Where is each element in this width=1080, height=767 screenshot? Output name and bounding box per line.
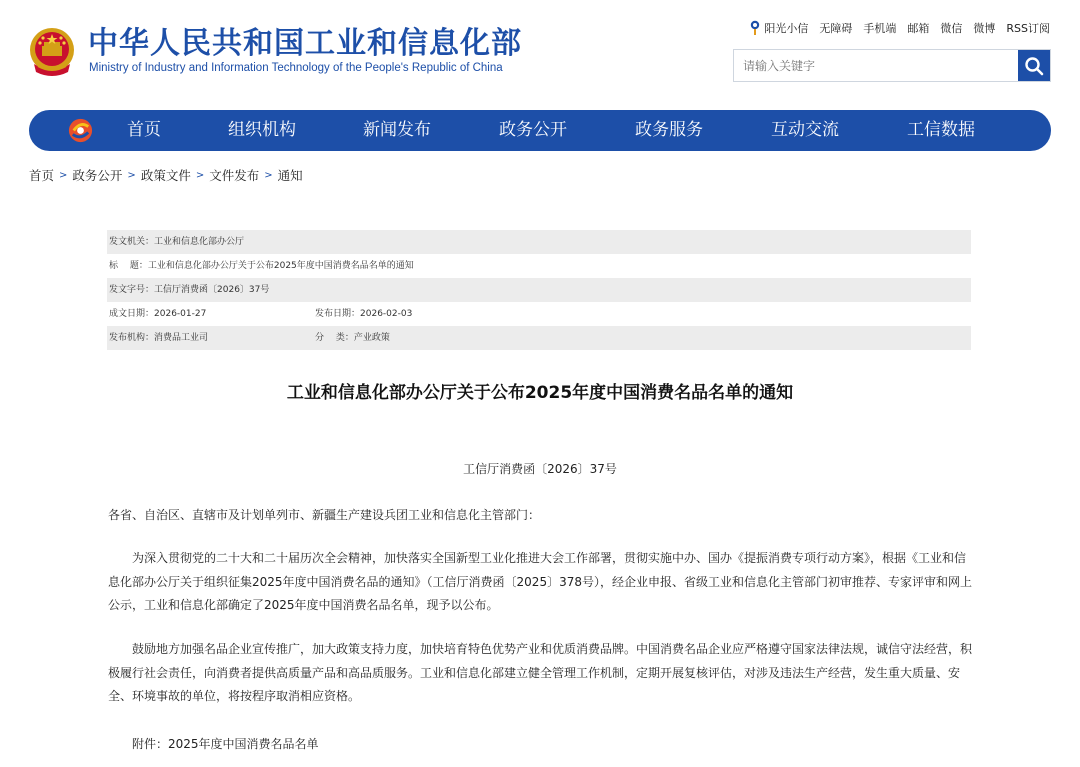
- miit-logo-icon: [67, 117, 94, 144]
- document-addressee: 各省、自治区、直辖市及计划单列市、新疆生产建设兵团工业和信息化主管部门：: [108, 508, 541, 522]
- top-link-wechat[interactable]: 微信: [940, 22, 963, 35]
- meta-label: 发布日期：: [315, 309, 361, 319]
- meta-cell-org: [109, 326, 315, 350]
- nav-item-organization[interactable]: 组织机构: [228, 120, 296, 140]
- document-number: 工信厅消费函〔2026〕37号: [463, 462, 617, 476]
- meta-value-org: 消费品工业司: [154, 333, 209, 343]
- top-link-mobile[interactable]: 手机端: [863, 22, 897, 35]
- national-emblem-icon: [28, 26, 76, 78]
- search-button[interactable]: [1018, 50, 1050, 81]
- meta-cell-published: [315, 302, 412, 326]
- top-link-sunshine[interactable]: [749, 20, 808, 36]
- main-nav: [29, 110, 1051, 151]
- meta-row-dates: [107, 302, 971, 326]
- search-icon: [1024, 56, 1044, 76]
- meta-label: 发布机构：: [109, 333, 155, 343]
- meta-value-written-date: 2026-01-27: [154, 309, 207, 319]
- top-link-rss[interactable]: RSS订阅: [1006, 22, 1050, 35]
- meta-label: 发文机关：: [109, 237, 155, 247]
- breadcrumb-notices[interactable]: 通知: [277, 168, 303, 183]
- meta-value-issuer: 工业和信息化部办公厅: [154, 237, 245, 247]
- document-attachment-link[interactable]: 附件：2025年度中国消费名品名单: [132, 737, 319, 751]
- breadcrumb-separator-icon: >: [59, 169, 68, 181]
- top-links: [749, 20, 1050, 36]
- document-title: 工业和信息化部办公厅关于公布2025年度中国消费名品名单的通知: [286, 383, 794, 403]
- breadcrumb: [29, 166, 303, 184]
- top-link-weibo[interactable]: 微博: [973, 22, 996, 35]
- breadcrumb-document-release[interactable]: 文件发布: [209, 168, 260, 183]
- meta-row-docno: [107, 278, 971, 302]
- search-box: [733, 49, 1051, 82]
- sunshine-mascot-icon: [749, 20, 761, 36]
- meta-value-title: 工业和信息化部办公厅关于公布2025年度中国消费名品名单的通知: [147, 261, 414, 271]
- meta-value-published-date: 2026-02-03: [360, 309, 413, 319]
- meta-label: 标 题：: [109, 261, 148, 271]
- meta-row-org: [107, 326, 971, 350]
- document-meta-table: [107, 230, 971, 350]
- meta-cell-category: [315, 326, 390, 350]
- meta-row-issuer: [107, 230, 971, 254]
- nav-item-government-services[interactable]: 政务服务: [635, 120, 703, 140]
- top-link-mail[interactable]: 邮箱: [907, 22, 930, 35]
- breadcrumb-home[interactable]: 首页: [29, 168, 55, 183]
- site-title[interactable]: 中华人民共和国工业和信息化部: [88, 26, 522, 61]
- document-paragraph-2: 鼓励地方加强名品企业宣传推广，加大政策支持力度，加快培育特色优势产业和优质消费品牌。中国消费名品企业应严格遵守国家法律法规，诚信守法经营，积极履行社会责任，向消费者提供高质量产品和高品质服务。工业和信息化部建立健全管理工作机制，定期开展复核评估，对涉及违法生产经营，发生重大质量、安全、环境事故的单位，将按程序取消相应资格。: [108, 642, 973, 703]
- meta-label: 分 类：: [315, 333, 354, 343]
- breadcrumb-government-affairs[interactable]: 政务公开: [72, 168, 123, 183]
- top-link-accessibility[interactable]: 无障碍: [819, 22, 853, 35]
- nav-item-news[interactable]: 新闻发布: [363, 120, 431, 140]
- document-paragraph-1: 为深入贯彻党的二十大和二十届历次全会精神，加快落实全国新型工业化推进大会工作部署，贯彻实施中办、国办《提振消费专项行动方案》，根据《工业和信息化部办公厅关于组织征集2025年度中国消费名品的通知》（工信厅消费函〔2025〕378号），经企业申报、省级工业和信息化主管部门初审推荐、专家评审和网上公示，工业和信息化部确定了2025年度中国消费名品名单，现予以公布。: [108, 551, 972, 612]
- meta-cell-written: [109, 302, 315, 326]
- top-link-label: 阳光小信: [764, 22, 809, 35]
- meta-row-title: [107, 254, 971, 278]
- nav-item-home[interactable]: 首页: [127, 120, 161, 140]
- site-subtitle: Ministry of Industry and Information Technology of the People's Republic of China: [89, 62, 503, 74]
- breadcrumb-separator-icon: >: [127, 169, 136, 181]
- breadcrumb-separator-icon: >: [195, 169, 205, 181]
- meta-value-docno: 工信厅消费函〔2026〕37号: [154, 285, 270, 295]
- nav-item-data[interactable]: 工信数据: [907, 120, 975, 140]
- meta-value-category: 产业政策: [353, 333, 390, 343]
- meta-label: 成文日期：: [109, 309, 155, 319]
- meta-label: 发文字号：: [109, 285, 155, 295]
- breadcrumb-policy-documents[interactable]: 政策文件: [140, 168, 191, 183]
- breadcrumb-separator-icon: >: [264, 169, 273, 181]
- search-input[interactable]: [734, 50, 1018, 81]
- nav-item-government-affairs[interactable]: 政务公开: [499, 120, 567, 140]
- nav-item-interaction[interactable]: 互动交流: [771, 120, 839, 140]
